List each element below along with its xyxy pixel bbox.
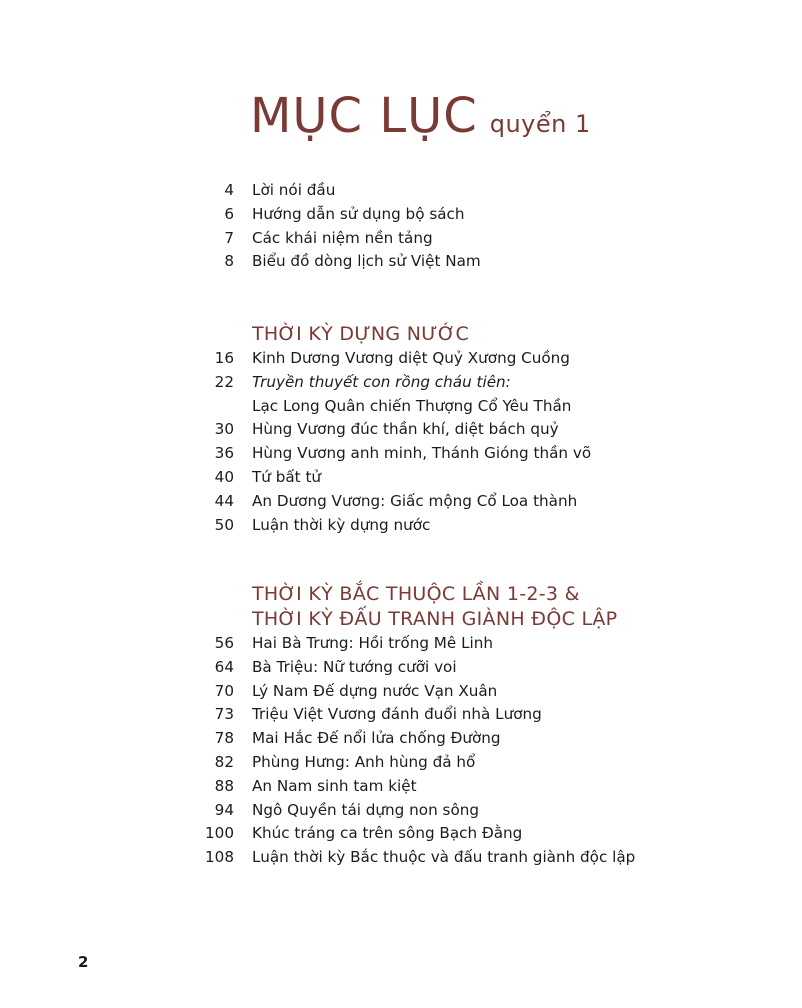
toc-page-number: 6 xyxy=(224,204,234,223)
toc-entry-title: Luận thời kỳ dựng nước xyxy=(252,515,431,534)
toc-entry[interactable] xyxy=(200,799,760,823)
toc-entry-title: Hướng dẫn sử dụng bộ sách xyxy=(252,204,465,223)
toc-page-number: 4 xyxy=(224,181,234,199)
toc-page-number: 73 xyxy=(214,705,234,724)
section-heading-dung-nuoc: THỜI KỲ DỰNG NƯỚC xyxy=(252,323,470,345)
toc-entry[interactable] xyxy=(200,514,760,538)
toc-page-number: 94 xyxy=(214,800,234,819)
toc-page-number: 40 xyxy=(214,467,234,486)
toc-section2-list xyxy=(200,632,760,870)
toc-entry-title: Tứ bất tử xyxy=(252,467,322,486)
toc-entry[interactable] xyxy=(200,250,760,274)
toc-entry-title: Mai Hắc Đế nổi lửa chống Đường xyxy=(252,729,501,748)
toc-page-number: 100 xyxy=(205,824,234,843)
page-title-sub: quyển 1 xyxy=(489,110,591,138)
toc-entry[interactable] xyxy=(200,846,760,870)
page-title-main: MỤC LỤC xyxy=(250,88,478,144)
toc-page-number: 36 xyxy=(214,444,234,463)
toc-entry-title: Kinh Dương Vương diệt Quỷ Xương Cuồng xyxy=(252,349,570,367)
toc-entry-title: Luận thời kỳ Bắc thuộc và đấu tranh giành độc lập xyxy=(252,848,636,867)
page-number: 2 xyxy=(78,953,89,971)
toc-entry[interactable] xyxy=(200,466,760,490)
toc-page-number: 30 xyxy=(214,420,234,439)
toc-page-number: 22 xyxy=(214,372,234,391)
toc-entry-title: Bà Triệu: Nữ tướng cưỡi voi xyxy=(252,657,457,676)
toc-section1-list xyxy=(200,347,760,537)
toc-entry-title: Ngô Quyền tái dựng non sông xyxy=(252,800,479,819)
toc-entry-title: Khúc tráng ca trên sông Bạch Đằng xyxy=(252,824,523,843)
section-heading-bac-thuoc xyxy=(252,582,617,632)
toc-entry-title: Phùng Hưng: Anh hùng đả hổ xyxy=(252,752,476,771)
toc-page-number: 7 xyxy=(224,228,234,247)
toc-entry[interactable] xyxy=(200,418,760,442)
toc-page-number: 70 xyxy=(214,681,234,700)
toc-entry[interactable] xyxy=(200,203,760,227)
toc-entry-title: Truyền thuyết con rồng cháu tiên: xyxy=(252,372,511,391)
toc-entry[interactable] xyxy=(200,179,760,203)
toc-entry[interactable] xyxy=(200,680,760,704)
toc-page-number: 108 xyxy=(205,848,234,867)
toc-entry-title: Các khái niệm nền tảng xyxy=(252,228,433,247)
toc-entry[interactable] xyxy=(200,703,760,727)
toc-entry[interactable] xyxy=(200,751,760,775)
toc-page-number: 82 xyxy=(214,752,234,771)
toc-page-number: 50 xyxy=(214,515,234,534)
toc-entry-title: Hùng Vương đúc thần khí, diệt bách quỷ xyxy=(252,420,559,439)
toc-page-number: 64 xyxy=(214,657,234,676)
toc-entry[interactable] xyxy=(200,347,760,371)
toc-entry-title: Triệu Việt Vương đánh đuổi nhà Lương xyxy=(252,705,542,724)
toc-page-number: 56 xyxy=(214,634,234,652)
toc-entry[interactable] xyxy=(200,775,760,799)
toc-entry-title: Lạc Long Quân chiến Thượng Cổ Yêu Thần xyxy=(252,396,572,415)
toc-entry[interactable] xyxy=(200,822,760,846)
toc-page-number: 16 xyxy=(214,349,234,367)
toc-intro-list xyxy=(200,179,760,274)
section-heading-line2: THỜI KỲ ĐẤU TRANH GIÀNH ĐỘC LẬP xyxy=(252,608,618,630)
toc-entry[interactable] xyxy=(200,656,760,680)
toc-entry-title: Hai Bà Trưng: Hồi trống Mê Linh xyxy=(252,634,494,652)
toc-entry-title: Biểu đồ dòng lịch sử Việt Nam xyxy=(252,252,481,271)
toc-entry-title: Lý Nam Đế dựng nước Vạn Xuân xyxy=(252,681,498,700)
toc-entry[interactable] xyxy=(200,227,760,251)
toc-entry-continuation[interactable] xyxy=(200,395,760,419)
toc-entry[interactable] xyxy=(200,490,760,514)
toc-entry-title: An Nam sinh tam kiệt xyxy=(252,776,417,795)
toc-entry[interactable] xyxy=(200,442,760,466)
toc-entry[interactable] xyxy=(200,632,760,656)
toc-page-number: 78 xyxy=(214,729,234,748)
toc-entry-title: Lời nói đầu xyxy=(252,181,336,199)
page-title xyxy=(250,88,591,144)
toc-entry[interactable] xyxy=(200,727,760,751)
toc-page-number: 88 xyxy=(214,776,234,795)
toc-page-number: 8 xyxy=(224,252,234,271)
toc-page-number: 44 xyxy=(214,491,234,510)
toc-entry-title: Hùng Vương anh minh, Thánh Gióng thần võ xyxy=(252,444,592,463)
toc-entry-title: An Dương Vương: Giấc mộng Cổ Loa thành xyxy=(252,491,578,510)
toc-entry[interactable] xyxy=(200,371,760,395)
section-heading-line1: THỜI KỲ BẮC THUỘC LẦN 1-2-3 & xyxy=(252,583,580,605)
